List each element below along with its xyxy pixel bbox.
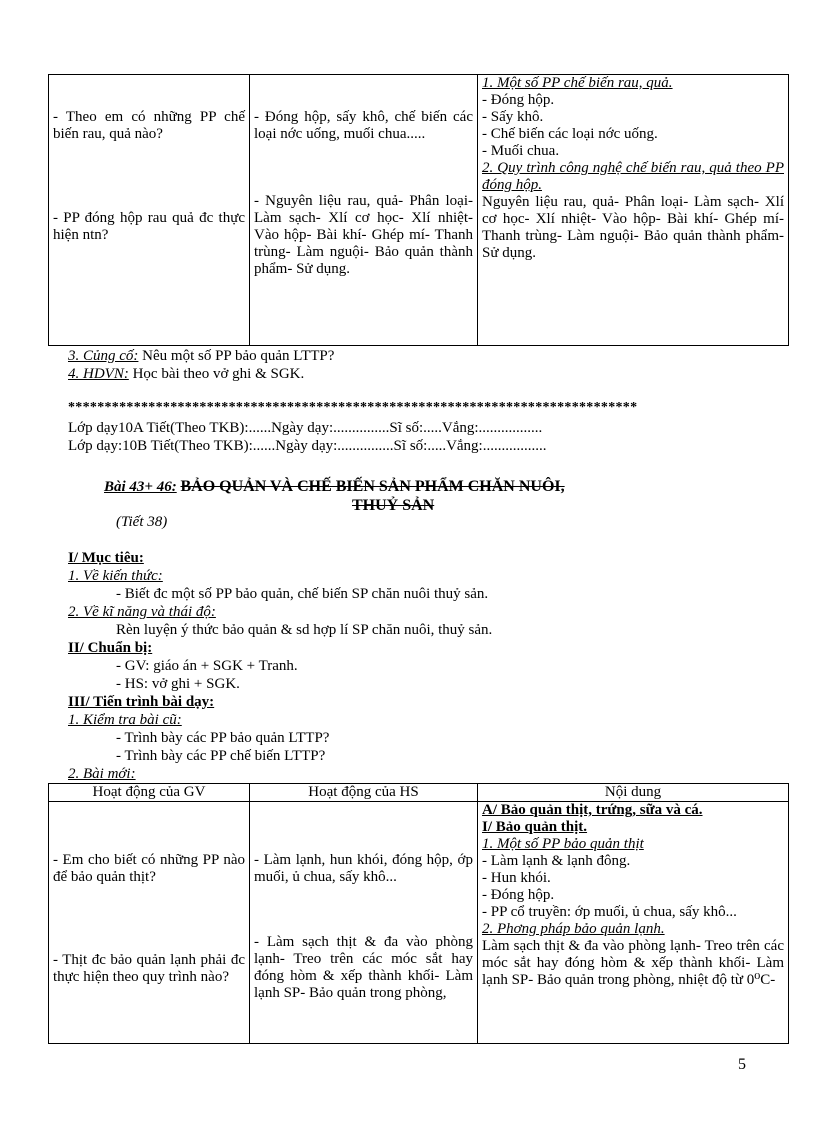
lesson-table-2	[48, 783, 789, 1044]
header-content: Nội dung	[478, 784, 789, 802]
lesson-title	[104, 478, 565, 496]
section-objectives: I/ Mục tiêu:	[68, 550, 144, 566]
header-student-activity: Hoạt động của HS	[250, 784, 478, 802]
table1-content-item: - Đóng hộp.	[482, 92, 555, 108]
table1-content-item: - Chế biến các loại nớc uống.	[482, 126, 658, 142]
lesson-title-line1: BẢO QUẢN VÀ CHẾ BIẾN SẢN PHẨM CHĂN NUÔI,	[180, 478, 565, 495]
review-question-1: - Trình bày các PP bảo quản LTTP?	[116, 730, 330, 746]
table1-content-heading-2: 2. Quy trình công nghệ chế biến rau, quả theo PP đóng hộp.	[482, 160, 784, 193]
table2-content-item: - PP cổ truyền: ớp muối, ủ chua, sấy khô...	[482, 904, 737, 920]
table1-question-2: - PP đóng hộp rau quả đc thực hiện ntn?	[53, 210, 245, 243]
table2-content-heading-i: I/ Bảo quản thịt.	[482, 819, 588, 835]
table1-content-paragraph: Nguyên liệu rau, quả- Phân loại- Làm sạch- Xlí cơ học- Xlí nhiệt- Vào hộp- Bài khí- Ghép mí- Thanh trùng- Làm nguội- Bảo quản thành phẩm- Sử dụng.	[482, 194, 784, 261]
table2-content-item: - Hun khói.	[482, 870, 551, 886]
table2-content-item: - Đóng hộp.	[482, 887, 555, 903]
table1-col-student	[250, 75, 478, 346]
table2-col-teacher	[49, 802, 250, 1044]
subsection-new-lesson: 2. Bài mới:	[68, 766, 136, 782]
lesson-number: Bài 43+ 46:	[104, 479, 177, 495]
knowledge-text: - Biết đc một số PP bảo quản, chế biến SP chăn nuôi thuỷ sản.	[116, 586, 489, 602]
section-procedure: III/ Tiến trình bài dạy:	[68, 694, 215, 710]
table2-content-paragraph: Làm sạch thịt & đa vào phòng lạnh- Treo trên các móc sắt hay đóng hòm & xếp thành khối- Làm lạnh SP- Bảo quản trong phòng, nhiệt độ từ 0⁰C-	[482, 938, 784, 988]
skills-text: Rèn luyện ý thức bảo quản & sd hợp lí SP chăn nuôi, thuỷ sản.	[116, 622, 493, 638]
page-number: 5	[738, 1056, 746, 1073]
table1-question-1: - Theo em có những PP chế biến rau, quả nào?	[53, 109, 245, 142]
subsection-knowledge: 1. Về kiến thức:	[68, 568, 163, 584]
table2-col-student	[250, 802, 478, 1044]
table2-col-content	[478, 802, 789, 1044]
table1-answer-2: - Nguyên liệu rau, quả- Phân loại- Làm sạch- Xlí cơ học- Xlí nhiệt- Vào hộp- Bài khí- Ghép mí- Thanh trùng- Làm nguội- Bảo quản thành phẩm- Sử dụng.	[254, 193, 473, 277]
table1-content-heading-1: 1. Một số PP chế biến rau, quả.	[482, 75, 673, 91]
table1-col-teacher	[49, 75, 250, 346]
section-preparation: II/ Chuẩn bị:	[68, 640, 153, 656]
table2-content-heading-1: 1. Một số PP bảo quản thịt	[482, 836, 644, 852]
table2-content-item: - Làm lạnh & lạnh đông.	[482, 853, 631, 869]
table1-content-item: - Muối chua.	[482, 143, 560, 159]
hdvn-line	[68, 366, 304, 383]
table2-answer-1: - Làm lạnh, hun khói, đóng hộp, ớp muối, ủ chua, sấy khô...	[254, 852, 473, 885]
table2-content-heading-a: A/ Bảo quản thịt, trứng, sữa và cá.	[482, 802, 703, 818]
lesson-title-line2: THUỶ SẢN	[352, 497, 435, 514]
cungco-text: Nêu một số PP bảo quản LTTP?	[138, 348, 335, 364]
lesson-period: (Tiết 38)	[116, 514, 168, 530]
subsection-skills: 2. Về kĩ năng và thái độ:	[68, 604, 216, 620]
header-teacher-activity: Hoạt động của GV	[49, 784, 250, 802]
cungco-label: 3. Củng cố:	[68, 348, 139, 364]
table1-content-item: - Sấy khô.	[482, 109, 544, 125]
review-question-2: - Trình bày các PP chế biến LTTP?	[116, 748, 326, 764]
cungco-line	[68, 348, 334, 365]
class-info-10a: Lớp dạy10A Tiết(Theo TKB):......Ngày dạy:...............Sĩ số:.....Vắng:.................	[68, 420, 543, 436]
table1-col-content	[478, 75, 789, 346]
separator-stars: ******************************************************************************	[68, 400, 638, 415]
table1-answer-1: - Đóng hộp, sấy khô, chế biến các loại nớc uống, muối chua.....	[254, 109, 473, 142]
hdvn-text: Học bài theo vở ghi & SGK.	[128, 366, 305, 382]
table2-question-2: - Thịt đc bảo quản lạnh phải đc thực hiện theo quy trình nào?	[53, 952, 245, 985]
table2-question-1: - Em cho biết có những PP nào để bảo quản thịt?	[53, 852, 245, 885]
subsection-review: 1. Kiểm tra bài cũ:	[68, 712, 182, 728]
hdvn-label: 4. HDVN:	[68, 366, 129, 382]
preparation-student: - HS: vở ghi + SGK.	[116, 676, 240, 692]
class-info-10b: Lớp dạy:10B Tiết(Theo TKB):......Ngày dạy:...............Sĩ số:.....Vắng:.................	[68, 438, 547, 454]
table2-content-heading-2: 2. Phơng pháp bảo quản lạnh.	[482, 921, 665, 937]
preparation-teacher: - GV: giáo án + SGK + Tranh.	[116, 658, 298, 674]
lesson-table-1	[48, 74, 789, 346]
table2-answer-2: - Làm sạch thịt & đa vào phòng lạnh- Treo trên các móc sắt hay đóng hòm & xếp thành khối- Làm lạnh SP- Bảo quản trong phòng,	[254, 934, 473, 1001]
